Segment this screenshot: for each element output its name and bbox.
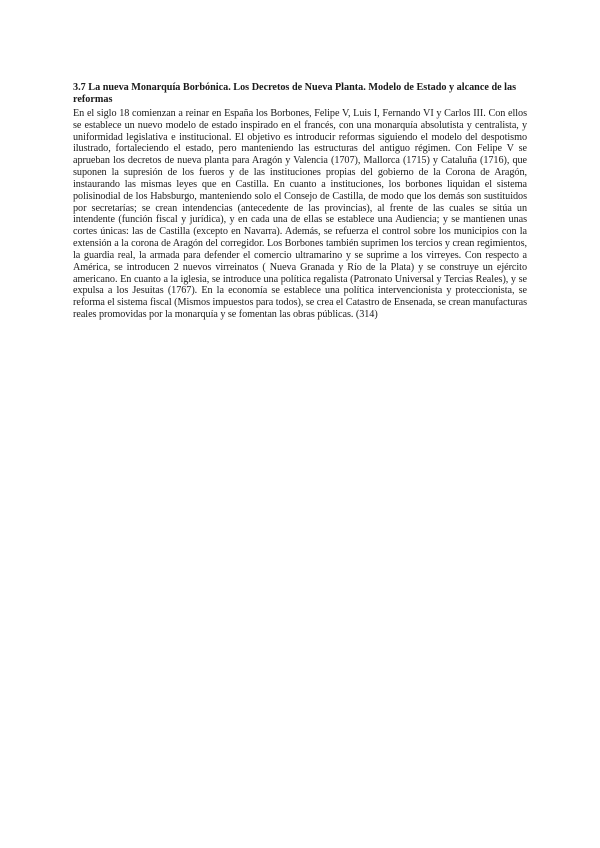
- section-title: 3.7 La nueva Monarquía Borbónica. Los Decretos de Nueva Planta. Modelo de Estado y alcance de las reformas: [73, 82, 517, 106]
- body-paragraph: En el siglo 18 comienzan a reinar en España los Borbones, Felipe V, Luis I, Fernando VI y Carlos III. Con ellos se establece un nuevo modelo de estado inspirado en el francés, con una monarquía absolutista y centralista, y uniformidad legislativa e institucional. El objetivo es introducir reformas siguiendo el modelo del despotismo ilustrado, fortaleciendo el estado, pero manteniendo las estructuras del antiguo régimen. Con Felipe V se aprueban los decretos de nueva planta para Aragón y Valencia (1707), Mallorca (1715) y Cataluña (1716), que suponen la supresión de los fueros y de las instituciones propias del gobierno de la Corona de Aragón, instaurando las mismas leyes que en Castilla. En cuanto a instituciones, los borbones liquidan el sistema polisinodial de los Habsburgo, manteniendo solo el Consejo de Castilla, de modo que los demás son sustituidos por secretarías; se crean intendencias (antecedente de las provincias), al frente de las cuales se sitúa un intendente (función fiscal y jurídica), y en cada una de ellas se establece una Audiencia; y se mantienen unas cortes únicas: las de Castilla (excepto en Navarra). Además, se refuerza el control sobre los municipios con la extensión a la corona de Aragón del corregidor. Los Borbones también suprimen los tercios y crean regimientos, la guardia real, la armada para defender el comercio ultramarino y se suprime a los virreyes. Con respecto a América, se introducen 2 nuevos virreinatos ( Nueva Granada y Río de la Plata) y se construye un ejército americano. En cuanto a la iglesia, se introduce una política regalista (Patronato Universal y Tercias Reales), y se expulsa a los Jesuitas (1767). En la economía se establece una política intervencionista y proteccionista, se reforma el sistema fiscal (Mismos impuestos para todos), se crea el Catastro de Ensenada, se crean manufacturas reales promovidas por la monarquía y se fomentan las obras públicas. (314): [73, 107, 527, 321]
- document-content: [73, 82, 527, 321]
